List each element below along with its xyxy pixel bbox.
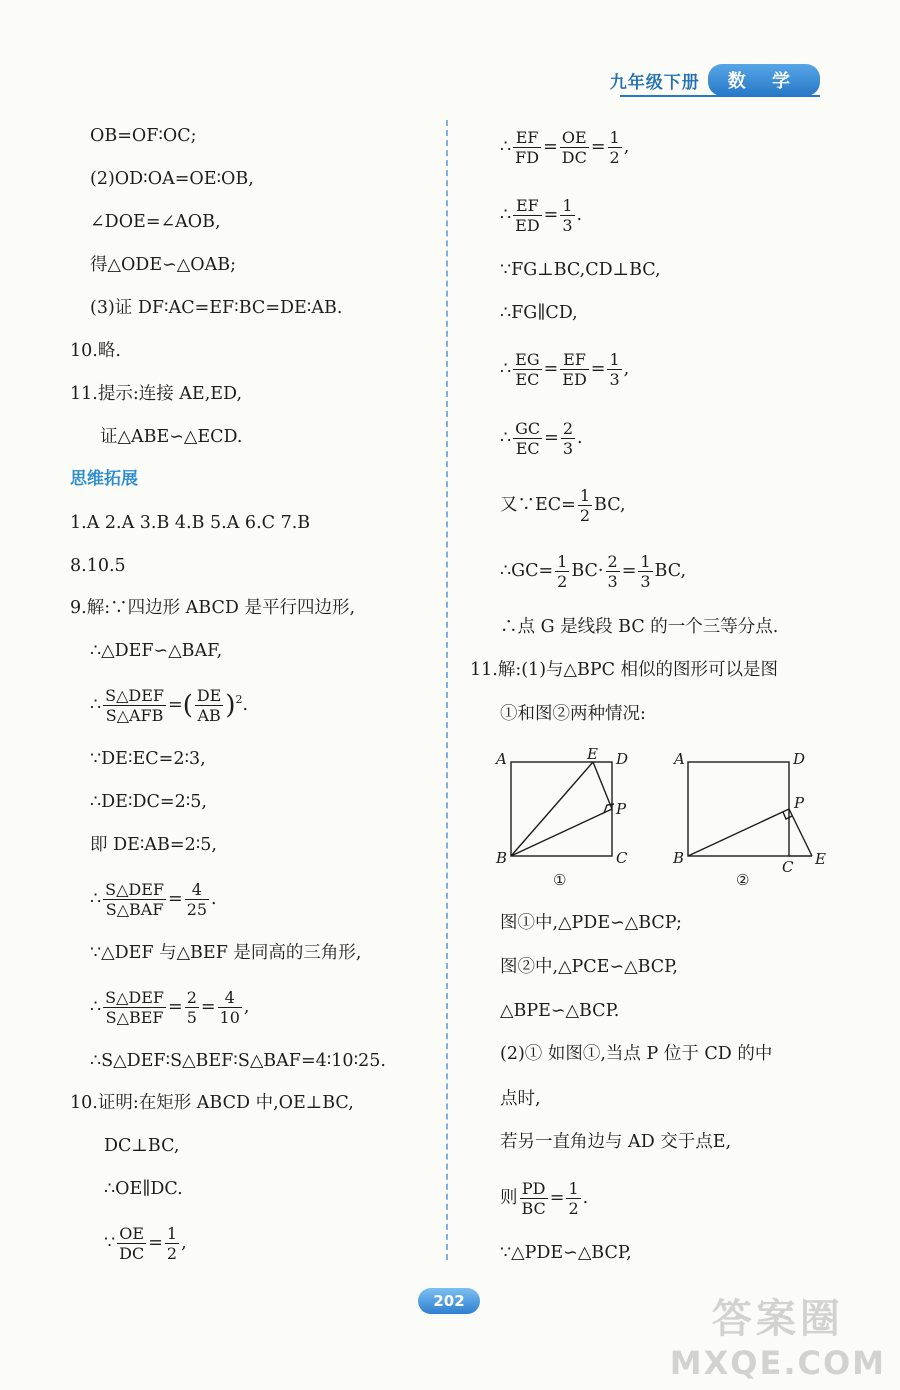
- numerator: 4: [218, 988, 242, 1008]
- fraction: [195, 686, 224, 725]
- numerator: 2: [607, 552, 618, 571]
- numerator: EF: [560, 350, 589, 370]
- numerator: 2: [562, 419, 574, 438]
- left-line-16: 即 DE∶AB=2∶5,: [90, 835, 217, 855]
- fraction: [578, 486, 592, 525]
- left-line-6: 10.略.: [70, 341, 121, 361]
- column-divider: [446, 120, 448, 1260]
- left-line-20: ∴S△DEF∶S△BEF∶S△BAF=4∶10∶25.: [90, 1051, 386, 1071]
- left-line-24: ∵ $\frac{OE}{DC}$ = $\frac{1}{2}$ ,: [104, 1224, 187, 1263]
- segment-pe2: [789, 809, 812, 856]
- denominator: 2: [609, 148, 620, 167]
- fraction: [513, 350, 541, 389]
- denominator: 10: [219, 1008, 240, 1027]
- left-line-11: 9.解:∵四边形 ABCD 是平行四边形,: [70, 598, 356, 618]
- segment-bp: [511, 809, 612, 856]
- numerator: OE: [560, 128, 589, 148]
- header-underline: [620, 95, 820, 97]
- right-line-19: ∵△PDE∽△BCP,: [500, 1243, 632, 1263]
- label-p1: P: [616, 800, 627, 818]
- fraction: [560, 128, 589, 167]
- right-line-4: ∴FG∥CD,: [500, 303, 578, 323]
- fraction: [103, 988, 166, 1027]
- fraction: [513, 128, 541, 167]
- fraction: [561, 419, 575, 458]
- numerator: OE: [117, 1224, 146, 1244]
- right-line-18: 则 $\frac{PD}{BC}$ = $\frac{1}{2}$ .: [500, 1179, 589, 1218]
- right-line-15: (2)① 如图①,当点 P 位于 CD 的中: [500, 1044, 773, 1064]
- watermark: [670, 1287, 886, 1382]
- page-header: [610, 64, 820, 96]
- left-line-3: ∠DOE=∠AOB,: [90, 212, 221, 232]
- denominator: ED: [515, 216, 540, 235]
- left-line-10: 8.10.5: [70, 556, 126, 576]
- numerator: DE: [196, 686, 222, 705]
- denominator: 2: [557, 572, 568, 591]
- fraction: [555, 552, 569, 591]
- denominator: 5: [186, 1008, 197, 1027]
- fraction: [638, 552, 652, 591]
- left-line-14: ∵DE∶EC=2∶3,: [90, 749, 206, 769]
- numerator: S△DEF: [105, 686, 165, 705]
- fraction: [185, 880, 209, 919]
- fraction: [185, 988, 199, 1027]
- label-e1: E: [587, 745, 598, 763]
- segment-bp2: [688, 809, 789, 856]
- numerator: 1: [568, 1179, 579, 1198]
- right-line-9: ∴点 G 是线段 BC 的一个三等分点.: [500, 617, 779, 637]
- section-title: 思维拓展: [70, 469, 138, 489]
- denominator: 3: [607, 572, 618, 591]
- left-line-8: 证△ABE∽△ECD.: [100, 427, 243, 447]
- denominator: S△BEF: [105, 1008, 164, 1027]
- label-a2: A: [674, 750, 685, 768]
- label-p2: P: [794, 794, 805, 812]
- left-line-5: (3)证 DF∶AC=EF∶BC=DE∶AB.: [90, 298, 343, 318]
- left-line-18: ∵△DEF 与△BEF 是同高的三角形,: [90, 943, 362, 963]
- denominator: 3: [640, 572, 651, 591]
- fraction: [117, 1224, 146, 1263]
- right-line-2: ∴ $\frac{EF}{ED}$ = $\frac{1}{3}$ .: [500, 196, 583, 235]
- label-c2: C: [782, 858, 794, 876]
- left-line-12: ∴△DEF∽△BAF,: [90, 641, 223, 661]
- right-line-12: 图①中,△PDE∽△BCP;: [500, 913, 682, 933]
- text: BC·: [571, 561, 604, 581]
- denominator: 2: [579, 506, 591, 525]
- numerator: 1: [640, 552, 651, 571]
- grade-label: 九年级下册: [609, 72, 700, 93]
- right-line-14: △BPE∽△BCP.: [500, 1001, 620, 1021]
- geometry-figures: [492, 742, 842, 892]
- label-b1: B: [496, 849, 508, 867]
- label-d1: D: [616, 750, 629, 768]
- denominator: S△AFB: [105, 706, 164, 725]
- denominator: AB: [197, 706, 221, 725]
- fraction: [560, 350, 589, 389]
- left-line-13: ∴ $\frac{\text{S△DEF}}{\text{S△AFB}}$ =( $\frac{DE}{AB}$ )$^2$.: [90, 686, 249, 725]
- watermark-bottom: MXQE.COM: [669, 1344, 886, 1382]
- right-line-5: ∴ $\frac{EG}{EC}$ = $\frac{EF}{ED}$ = $\frac{1}{3}$ ,: [500, 350, 630, 389]
- denominator: 2: [568, 1199, 579, 1218]
- text: 又∵EC=: [500, 495, 576, 515]
- fraction: [606, 552, 620, 591]
- left-line-9: 1.A 2.A 3.B 4.B 5.A 6.C 7.B: [70, 513, 311, 533]
- fraction: [513, 196, 542, 235]
- label-a1: A: [496, 750, 507, 768]
- denominator: EC: [515, 370, 540, 389]
- right-line-16: 点时,: [500, 1089, 541, 1109]
- text: 则: [500, 1188, 518, 1208]
- numerator: 1: [562, 196, 573, 215]
- right-line-13: 图②中,△PCE∽△BCP,: [500, 957, 678, 977]
- right-line-8: ∴GC= $\frac{1}{2}$ BC· $\frac{2}{3}$ = $\frac{1}{3}$ BC,: [500, 552, 687, 591]
- left-line-23: ∴OE∥DC.: [104, 1179, 183, 1199]
- caption-1: ①: [553, 871, 567, 889]
- fraction: [520, 1179, 548, 1218]
- page-number: 202: [418, 1288, 480, 1314]
- denominator: ED: [562, 370, 587, 389]
- left-line-7: 11.提示:连接 AE,ED,: [70, 384, 243, 404]
- numerator: 4: [185, 880, 209, 900]
- caption-2: ②: [736, 871, 750, 889]
- right-line-17: 若另一直角边与 AD 交于点E,: [500, 1132, 732, 1152]
- numerator: PD: [520, 1179, 548, 1199]
- square-abcd-1: [511, 762, 612, 856]
- right-line-1: ∴ $\frac{EF}{FD}$ = $\frac{OE}{DC}$ = $\frac{1}{2}$ ,: [500, 128, 630, 167]
- fraction: [513, 419, 542, 458]
- denominator: 3: [562, 216, 573, 235]
- segment-be: [511, 762, 593, 856]
- denominator: DC: [561, 148, 587, 167]
- numerator: 1: [166, 1224, 178, 1243]
- segment-ep: [593, 762, 612, 809]
- left-line-19: ∴ $\frac{\text{S△DEF}}{\text{S△BEF}}$ = $\frac{2}{5}$ = $\frac{4}{10}$ ,: [90, 988, 250, 1027]
- numerator: S△DEF: [105, 880, 165, 899]
- left-line-21: 10.证明:在矩形 ABCD 中,OE⊥BC,: [70, 1093, 354, 1113]
- fraction: [607, 350, 621, 389]
- label-c1: C: [616, 849, 628, 867]
- text: BC,: [654, 561, 687, 581]
- denominator: DC: [119, 1244, 145, 1263]
- left-line-1: OB=OF∶OC;: [90, 126, 197, 146]
- numerator: GC: [515, 419, 541, 438]
- left-line-15: ∴DE∶DC=2∶5,: [90, 792, 207, 812]
- numerator: S△DEF: [105, 988, 165, 1007]
- denominator: 3: [562, 439, 574, 458]
- label-b2: B: [673, 849, 685, 867]
- left-line-22: DC⊥BC,: [104, 1136, 180, 1156]
- fraction: [103, 686, 166, 725]
- right-line-7: [500, 486, 626, 525]
- denominator: FD: [515, 148, 540, 167]
- denominator: 3: [609, 370, 620, 389]
- numerator: 2: [186, 988, 197, 1007]
- subject-badge: 数 学: [708, 64, 820, 96]
- fraction: [218, 988, 242, 1027]
- numerator: 1: [557, 552, 568, 571]
- left-line-4: 得△ODE∽△OAB;: [90, 255, 236, 275]
- fraction: [165, 1224, 179, 1263]
- numerator: 1: [579, 486, 591, 505]
- denominator: BC: [521, 1199, 546, 1218]
- fraction: [608, 128, 622, 167]
- denominator: 25: [186, 900, 208, 919]
- left-line-2: (2)OD∶OA=OE∶OB,: [90, 169, 254, 189]
- right-line-11: ①和图②两种情况:: [500, 704, 646, 724]
- right-line-10: 11.解:(1)与△BPC 相似的图形可以是图: [470, 660, 779, 680]
- right-line-6: ∴ $\frac{GC}{EC}$ = $\frac{2}{3}$ .: [500, 419, 583, 458]
- right-line-3: ∵FG⊥BC,CD⊥BC,: [500, 260, 661, 280]
- denominator: 2: [166, 1244, 178, 1263]
- numerator: 1: [609, 350, 620, 369]
- figure-1: [511, 762, 614, 856]
- numerator: 1: [609, 128, 620, 147]
- fraction: [560, 196, 574, 235]
- square-abcd-2: [688, 762, 789, 856]
- text: ∴GC=: [500, 561, 554, 581]
- fraction: [566, 1179, 580, 1218]
- label-d2: D: [793, 750, 806, 768]
- numerator: EG: [515, 350, 540, 369]
- watermark-top: 答案圈: [711, 1296, 844, 1342]
- denominator: S△BAF: [105, 900, 164, 919]
- label-e2: E: [815, 850, 826, 868]
- denominator: EC: [515, 439, 540, 458]
- text: BC,: [594, 495, 626, 515]
- fraction: [103, 880, 166, 919]
- numerator: EF: [513, 128, 541, 148]
- left-line-17: ∴ $\frac{\text{S△DEF}}{\text{S△BAF}}$ = $\frac{4}{25}$ .: [90, 880, 217, 919]
- numerator: EF: [513, 196, 542, 216]
